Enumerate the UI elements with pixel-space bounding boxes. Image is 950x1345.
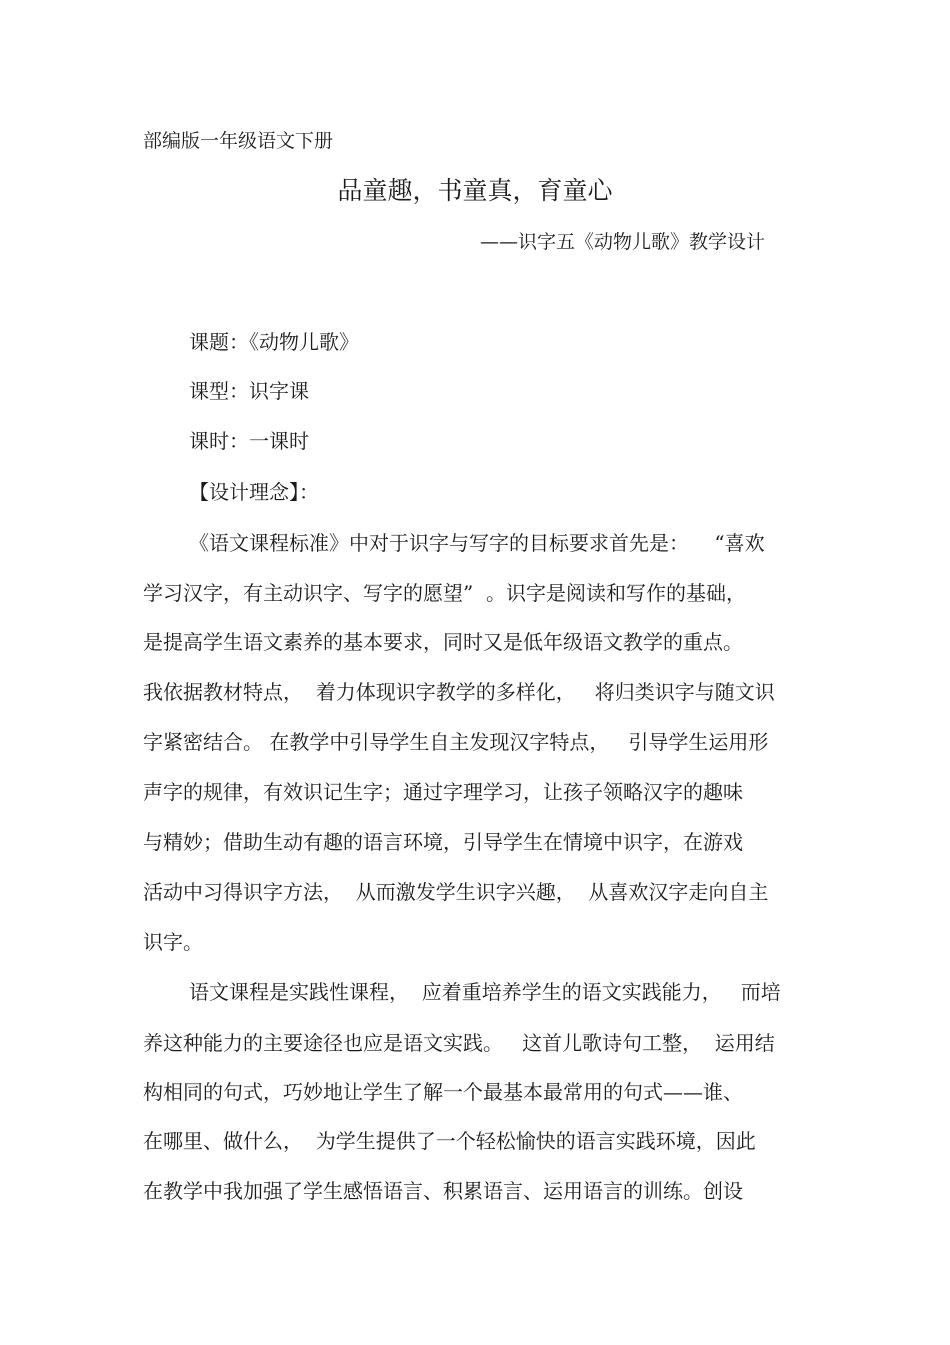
paragraph-line: 在教学中我加强了学生感悟语言、积累语言、运用语言的训练。创设 <box>143 1179 743 1203</box>
paragraph-line: 学习汉字，有主动识字、写字的愿望” 。识字是阅读和写作的基础， <box>143 581 746 605</box>
paragraph-line: 构相同的句式，巧妙地让学生了解一个最基本最常用的句式——谁、 <box>143 1080 743 1104</box>
paragraph-line: 是提高学生语文素养的基本要求，同时又是低年级语文教学的重点。 <box>143 630 743 654</box>
paragraph-line: 声字的规律，有效识记生字；通过字理学习，让孩子领略汉字的趣味 <box>143 780 743 804</box>
lesson-hours: 课时：一课时 <box>189 429 309 453</box>
section-heading-design-concept: 【设计理念】： <box>189 480 319 504</box>
document-title: 品童趣，书童真，育童心 <box>337 176 613 205</box>
paragraph-line: 《语文课程标准》中对于识字与写字的目标要求首先是： “喜欢 <box>189 531 765 555</box>
paragraph-line: 我依据教材特点， 着力体现识字教学的多样化， 将归类识字与随文识 <box>143 680 775 704</box>
lesson-topic: 课题：《动物儿歌》 <box>189 330 359 354</box>
paragraph-line: 与精妙；借助生动有趣的语言环境，引导学生在情境中识字，在游戏 <box>143 830 743 854</box>
paragraph-line: 养这种能力的主要途径也应是语文实践。 这首儿歌诗句工整， 运用结 <box>143 1031 775 1055</box>
lesson-type: 课型：识字课 <box>189 379 309 403</box>
paragraph-line: 字紧密结合。 在教学中引导学生自主发现汉字特点， 引导学生运用形 <box>143 730 769 754</box>
paragraph-line: 识字。 <box>143 930 203 954</box>
document-header: 部编版一年级语文下册 <box>143 130 334 152</box>
paragraph-line: 语文课程是实践性课程， 应着重培养学生的语文实践能力， 而培 <box>189 980 781 1004</box>
paragraph-line: 活动中习得识字方法， 从而激发学生识字兴趣， 从喜欢汉字走向自主 <box>143 880 769 904</box>
paragraph-line: 在哪里、做什么， 为学生提供了一个轻松愉快的语言实践环境，因此 <box>143 1129 756 1153</box>
document-subtitle: ——识字五《动物儿歌》教学设计 <box>480 231 766 253</box>
